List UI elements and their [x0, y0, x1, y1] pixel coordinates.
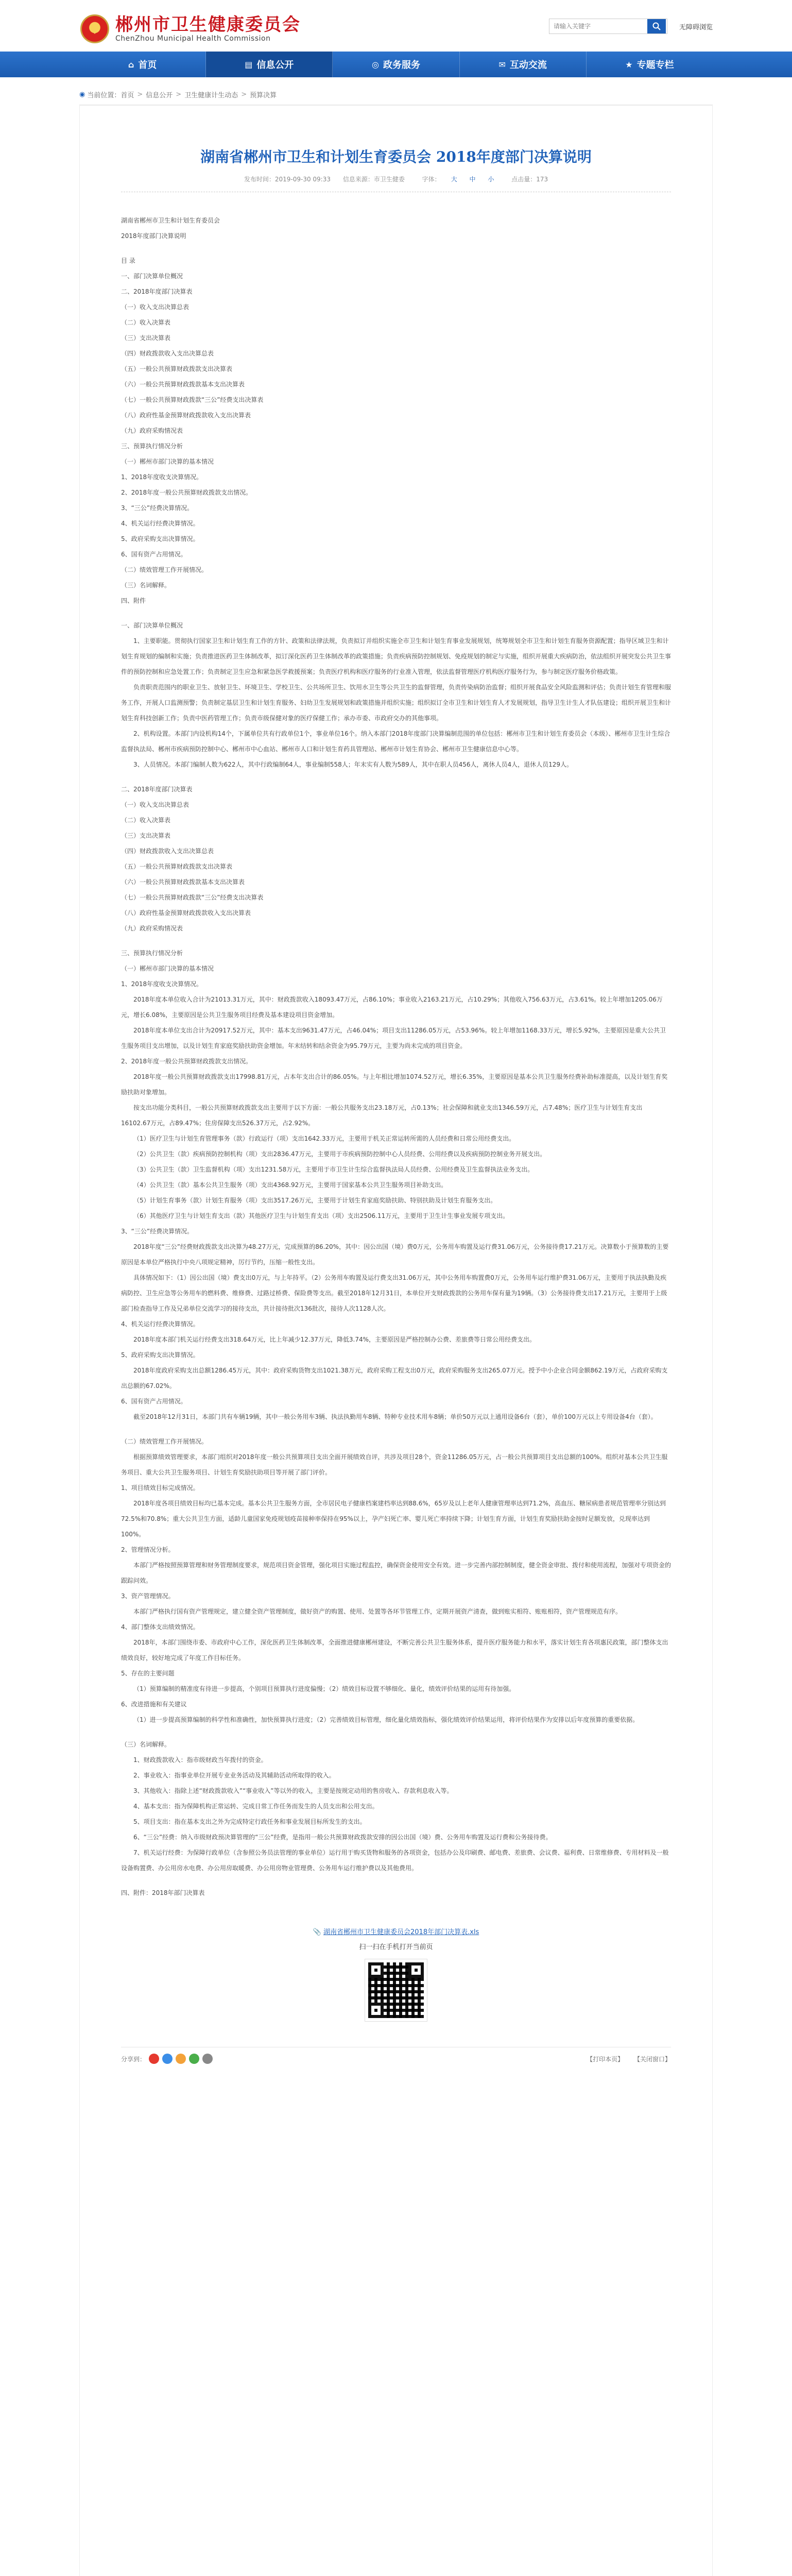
article-body — [121, 213, 671, 1901]
view-count: 点击量：173 — [511, 176, 548, 183]
article-paragraph: （2）公共卫生（款）疾病预防控制机构（项）支出2836.47万元，主要用于市疾病预防控制中心人员经费、公用经费以及疾病预防控制业务开展支出。 — [133, 1150, 546, 1158]
nav-item-topics[interactable]: ★ 专题专栏 — [625, 59, 674, 71]
article-paragraph: （5）计划生育事务（款）计划生育服务（项）支出3517.26万元，主要用于计划生育家庭奖励扶助、特别扶助及计划生育服务支出。 — [133, 1197, 497, 1204]
attachment-icon: 📎 — [313, 1928, 321, 1936]
article-paragraph: 3、“三公”经费决算情况。 — [121, 504, 194, 512]
chat-icon: ✉ — [498, 59, 506, 70]
article-paragraph: （一）郴州市部门决算的基本情况 — [121, 458, 214, 465]
article-paragraph: 四、附件：2018年部门决算表 — [121, 1889, 205, 1896]
article-paragraph: （三）支出决算表 — [121, 334, 171, 342]
share-bar — [121, 2047, 671, 2070]
article-paragraph: 2、2018年度一般公共预算财政拨款支出情况。 — [121, 1058, 252, 1065]
info-source: 信息来源：市卫生健委 — [342, 176, 405, 183]
article-paragraph: 4、基本支出：指为保障机构正常运转、完成日常工作任务而发生的人员支出和公用支出。 — [133, 1803, 378, 1810]
article-paragraph: （二）绩效管理工作开展情况。 — [121, 566, 208, 573]
print-button[interactable]: 【打印本页】 — [587, 2055, 624, 2063]
article-container — [79, 105, 713, 2576]
article-paragraph: （二）绩效管理工作开展情况。 — [121, 1438, 208, 1445]
site-subtitle: ChenZhou Municipal Health Commission — [115, 35, 271, 43]
article-paragraph: 6、国有资产占用情况。 — [121, 1398, 187, 1405]
site-header — [0, 0, 792, 52]
article-paragraph: 4、机关运行经费决算情况。 — [121, 1320, 199, 1328]
article-paragraph: 2018年度政府采购支出总额1286.45万元，其中：政府采购货物支出1021.38万元，政府采购工程支出0万元，政府采购服务支出265.07万元。授予中小企业合同金额862.19万元，占政府采购支出总额的67.02%。 — [121, 1367, 668, 1389]
nav-item-services[interactable]: ◎ 政务服务 — [333, 52, 459, 77]
article-paragraph: 三、预算执行情况分析 — [121, 443, 183, 450]
article-paragraph: 2、事业收入：指事业单位开展专业业务活动及其辅助活动所取得的收入。 — [133, 1772, 335, 1779]
article-paragraph: 3、人员情况。本部门编制人数为622人，其中行政编制64人，事业编制558人；年末实有人数为589人，其中在职人员456人，离休人员4人，退休人员129人。 — [133, 761, 573, 768]
nav-item-home[interactable]: ⌂ 首页 — [79, 52, 206, 77]
article-paragraph: 2018年，本部门围绕市委、市政府中心工作，深化医药卫生体制改革，全面推进健康郴州建设，不断完善公共卫生服务体系，提升医疗服务能力和水平，落实计划生育各项惠民政策，部门整体支出绩效良好，较好地完成了年度工作目标任务。 — [121, 1639, 668, 1662]
site-title: 郴州市卫生健康委员会 — [115, 14, 301, 35]
article-paragraph: 5、政府采购支出决算情况。 — [121, 1351, 199, 1359]
qr-caption: 扫一扫在手机打开当前页 — [359, 1943, 433, 1951]
article-paragraph: 6、国有资产占用情况。 — [121, 551, 187, 558]
article-paragraph: 负责职责范围内的职业卫生、放射卫生、环境卫生、学校卫生、公共场所卫生、饮用水卫生等公共卫生的监督管理，负责传染病防治监督；组织开展食品安全风险监测和评估；负责计划生育管理和服务工作，开展人口监测预警；负责制定基层卫生和计划生育服务、妇幼卫生发展规划和政策措施并组织实施；组织拟订全市卫生和计划生育人才发展规划，指导卫生计生人才队伍建设；组织开展卫生和计划生育科技创新工作；负责中医药管理工作；负责市级保健对象的医疗保健工作；承办市委、市政府交办的其他事项。 — [121, 684, 672, 722]
article-paragraph: 根据预算绩效管理要求，本部门组织对2018年度一般公共预算项目支出全面开展绩效自评，共涉及项目28个，资金11286.05万元，占一般公共预算项目支出总额的100%。组织对基本公共卫生服务项目、重大公共卫生服务项目、计划生育奖励扶助项目等开展了部门评价。 — [121, 1453, 668, 1476]
article-paragraph: （四）财政拨款收入支出决算总表 — [121, 350, 214, 357]
share-label: 分享到： — [121, 2055, 146, 2063]
article-paragraph: 2018年度一般公共预算财政拨款支出17998.81万元，占本年支出合计的86.05%。与上年相比增加1074.52万元，增长6.35%，主要原因是基本公共卫生服务经费补助标准提高，以及计划生育奖励扶助对象增加。 — [121, 1073, 668, 1096]
article-paragraph: 2、机构设置。本部门内设机构14个，下属单位共有行政单位1个，事业单位16个。纳入本部门2018年度部门决算编制范围的单位包括：郴州市卫生和计划生育委员会（本级）、郴州市卫生计生综合监督执法局、郴州市疾病预防控制中心、郴州市中心血站、郴州市人口和计划生育药具管理站、郴州市计划生育协会、郴州市卫生健康信息中心等。 — [121, 730, 670, 753]
article-paragraph: 1、2018年度收支决算情况。 — [121, 473, 203, 481]
article-paragraph: 二、2018年度部门决算表 — [121, 288, 193, 295]
article-paragraph: 目 录 — [121, 257, 135, 264]
national-emblem-icon — [80, 14, 109, 43]
article-paragraph: 4、机关运行经费决算情况。 — [121, 520, 199, 527]
attachment-link[interactable]: 湖南省郴州市卫生健康委员会2018年部门决算表.xls — [323, 1928, 479, 1936]
article-paragraph: 湖南省郴州市卫生和计划生育委员会 — [121, 217, 220, 224]
article-paragraph: 1、2018年度收支决算情况。 — [121, 980, 203, 988]
share-icon[interactable] — [149, 2054, 159, 2064]
article-paragraph: 6、改进措施和有关建议 — [121, 1701, 187, 1708]
breadcrumb-info[interactable]: 信息公开 — [146, 92, 173, 99]
article-paragraph: 4、部门整体支出绩效情况。 — [121, 1623, 199, 1631]
article-paragraph: 三、预算执行情况分析 — [121, 950, 183, 957]
star-icon: ★ — [625, 59, 633, 70]
font-medium-button[interactable]: 中 — [469, 176, 476, 183]
article-paragraph: 2018年度本单位支出合计为20917.52万元，其中：基本支出9631.47万元，占46.04%；项目支出11286.05万元，占53.96%。较上年增加1168.33万元，增长5.92%，主要原因是重大公共卫生服务项目支出增加，以及计划生育家庭奖励扶助资金增加。年末结转和结余资金为95.79万元，主要为尚未完成的项目资金。 — [121, 1027, 666, 1049]
article-paragraph: 本部门严格执行国有资产管理规定，建立健全资产管理制度，做好资产的购置、使用、处置等各环节管理工作，定期开展资产清查，做到账实相符、账账相符，资产管理规范有序。 — [133, 1608, 622, 1615]
article-paragraph: （1）医疗卫生与计划生育管理事务（款）行政运行（项）支出1642.33万元，主要用于机关正常运转所需的人员经费和日常公用经费支出。 — [133, 1135, 515, 1142]
article-paragraph: （1）进一步提高预算编制的科学性和准确性，加快预算执行进度；（2）完善绩效目标管理，细化量化绩效指标，强化绩效评价结果运用，将评价结果作为安排以后年度预算的重要依据。 — [133, 1716, 639, 1723]
article-paragraph: 截至2018年12月31日，本部门共有车辆19辆，其中一般公务用车3辆、执法执勤用车8辆、特种专业技术用车8辆；单价50万元以上通用设备6台（套），单价100万元以上专用设备4台（套）。 — [133, 1413, 657, 1420]
article-paragraph: 5、存在的主要问题 — [121, 1670, 175, 1677]
article-paragraph: （八）政府性基金预算财政拨款收入支出决算表 — [121, 909, 251, 917]
breadcrumb-dynamic[interactable]: 卫生健康计生动态 — [184, 92, 238, 99]
article-paragraph: （五）一般公共预算财政拨款支出决算表 — [121, 365, 233, 372]
article-paragraph: （五）一般公共预算财政拨款支出决算表 — [121, 863, 233, 870]
article-paragraph: 按支出功能分类科目，一般公共预算财政拨款支出主要用于以下方面：一般公共服务支出23.18万元，占0.13%；社会保障和就业支出1346.59万元，占7.48%；医疗卫生与计划生育支出16102.67万元，占89.47%；住房保障支出526.37万元，占2.92%。 — [121, 1104, 643, 1127]
article-footer — [121, 1926, 671, 2021]
font-small-button[interactable]: 小 — [488, 176, 494, 183]
search-icon — [652, 22, 661, 30]
article-paragraph: 本部门严格按照预算管理和财务管理制度要求，规范项目资金管理，强化项目实施过程监控，确保资金使用安全有效。进一步完善内部控制制度，健全资金审批、拨付和使用流程，加强对专项资金的跟踪问效。 — [121, 1562, 672, 1584]
publish-date: 发布时间：2019-09-30 09:33 — [244, 176, 331, 183]
article-paragraph: （4）公共卫生（款）基本公共卫生服务（项）支出4368.92万元，主要用于国家基本公共卫生服务项目补助支出。 — [133, 1181, 447, 1189]
article-paragraph: （八）政府性基金预算财政拨款收入支出决算表 — [121, 412, 251, 419]
accessibility-link[interactable]: 无障碍浏览 — [679, 24, 713, 31]
article-paragraph: （七）一般公共预算财政拨款“三公”经费支出决算表 — [121, 396, 264, 403]
qr-code — [365, 1959, 427, 2021]
article-paragraph: 1、项目绩效目标完成情况。 — [121, 1484, 199, 1492]
article-paragraph: 2、2018年度一般公共预算财政拨款支出情况。 — [121, 489, 252, 496]
breadcrumb-home[interactable]: 首页 — [120, 92, 134, 99]
article-paragraph: 6、“三公”经费：纳入市级财政预决算管理的“三公”经费，是指用一般公共预算财政拨款安排的因公出国（境）费、公务用车购置及运行费和公务接待费。 — [133, 1834, 552, 1841]
share-icon[interactable] — [162, 2054, 173, 2064]
close-window-button[interactable]: 【关闭窗口】 — [633, 2055, 671, 2063]
article-paragraph: 一、部门决算单位概况 — [121, 273, 183, 280]
article-paragraph: （6）其他医疗卫生与计划生育支出（款）其他医疗卫生与计划生育支出（项）支出2506.11万元，主要用于卫生计生事业发展专项支出。 — [133, 1212, 509, 1219]
article-paragraph: （二）收入决算表 — [121, 817, 171, 824]
site-logo[interactable] — [80, 14, 301, 43]
nav-item-interaction[interactable]: ✉ 互动交流 — [460, 52, 587, 77]
article-paragraph: 5、政府采购支出决算情况。 — [121, 535, 199, 543]
article-paragraph: 2018年度本部门机关运行经费支出318.64万元，比上年减少12.37万元，降低3.74%，主要原因是严格控制办公费、差旅费等日常公用经费支出。 — [133, 1336, 536, 1343]
article-paragraph: 具体情况如下：（1）因公出国（境）费支出0万元，与上年持平。（2）公务用车购置及运行费支出31.06万元，其中公务用车购置费0万元，公务用车运行维护费31.06万元，主要用于执法执勤及疾病防控、卫生应急等公务用车的燃料费、维修费、过路过桥费、保险费等支出。截至2018年12月31日，本单位开支财政拨款的公务用车保有量为19辆。（3）公务接待费支出17.21万元，主要用于上级部门检查指导工作及兄弟单位交流学习的接待支出，共计接待批次136批次，接待人次1128人次。 — [121, 1274, 667, 1312]
article-paragraph: （三）名词解释。 — [121, 1741, 171, 1748]
article-paragraph: （四）财政拨款收入支出决算总表 — [121, 848, 214, 855]
doc-icon: ▤ — [245, 59, 253, 70]
article-paragraph: 2018年度“三公”经费财政拨款支出决算为48.27万元，完成预算的86.20%，其中：因公出国（境）费0万元，公务用车购置及运行费31.06万元，公务接待费17.21万元。决算数小于预算数的主要原因是本单位严格执行中央八项规定精神，厉行节约，压缩一般性支出。 — [121, 1243, 669, 1266]
article-paragraph: （三）支出决算表 — [121, 832, 171, 839]
article-paragraph: 3、其他收入：指除上述“财政拨款收入”“事业收入”等以外的收入，主要是按规定动用的售房收入、存款利息收入等。 — [133, 1787, 453, 1794]
article-paragraph: （一）收入支出决算总表 — [121, 801, 190, 808]
breadcrumb: ◉ 当前位置： 首页 > 信息公开 > 卫生健康计生动态 > 预算决算 — [79, 84, 713, 105]
article-paragraph: 3、资产管理情况。 — [121, 1592, 175, 1600]
article-paragraph: 2018年度部门决算说明 — [121, 232, 186, 240]
article-meta: 发布时间：2019-09-30 09:33 信息来源：市卫生健委 字体： 大 中 小 点击量：173 — [121, 175, 671, 192]
font-large-button[interactable]: 大 — [451, 176, 457, 183]
main-nav — [0, 52, 792, 77]
location-icon: ◉ — [79, 91, 85, 98]
breadcrumb-budget[interactable]: 预算决算 — [250, 92, 277, 99]
article-paragraph: 5、项目支出：指在基本支出之外为完成特定行政任务和事业发展目标所发生的支出。 — [133, 1818, 366, 1825]
article-paragraph: （二）收入决算表 — [121, 319, 171, 326]
share-icon[interactable] — [189, 2054, 199, 2064]
article-paragraph: （一）郴州市部门决算的基本情况 — [121, 965, 214, 972]
article-paragraph: 7、机关运行经费：为保障行政单位（含参照公务员法管理的事业单位）运行用于购买货物和服务的各项资金，包括办公及印刷费、邮电费、差旅费、会议费、福利费、日常维修费、专用材料及一般设备购置费、办公用房水电费、办公用房取暖费、办公用房物业管理费、公务用车运行维护费以及其他费用。 — [121, 1849, 669, 1872]
article-paragraph: （六）一般公共预算财政拨款基本支出决算表 — [121, 381, 245, 388]
article-paragraph: （3）公共卫生（款）卫生监督机构（项）支出1231.58万元，主要用于市卫生计生综合监督执法局人员经费、公用经费及卫生监督执法业务支出。 — [133, 1166, 534, 1173]
article-paragraph: （六）一般公共预算财政拨款基本支出决算表 — [121, 878, 245, 886]
article-title: 湖南省郴州市卫生和计划生育委员会 2018年度部门决算说明 — [200, 148, 592, 165]
article-paragraph: （一）收入支出决算总表 — [121, 303, 190, 311]
article-paragraph: （三）名词解释。 — [121, 582, 171, 589]
article-paragraph: 2、管理情况分析。 — [121, 1546, 175, 1553]
article-paragraph: 1、财政拨款收入：指市级财政当年拨付的资金。 — [133, 1756, 267, 1764]
share-icon[interactable] — [202, 2054, 213, 2064]
service-icon: ◎ — [372, 59, 379, 70]
search-input[interactable] — [549, 19, 647, 33]
article-paragraph: （七）一般公共预算财政拨款“三公”经费支出决算表 — [121, 894, 264, 901]
article-paragraph: 二、2018年度部门决算表 — [121, 786, 193, 793]
search-box — [549, 19, 667, 34]
article-paragraph: 一、部门决算单位概况 — [121, 622, 183, 629]
nav-item-info-public[interactable]: ▤ 信息公开 — [206, 52, 333, 77]
share-icon[interactable] — [176, 2054, 186, 2064]
article-paragraph: （九）政府采购情况表 — [121, 925, 183, 932]
article-paragraph: 四、附件 — [121, 597, 146, 604]
home-icon: ⌂ — [128, 59, 134, 70]
article-paragraph: 2018年度各项目绩效目标均已基本完成。基本公共卫生服务方面，全市居民电子健康档案建档率达到88.6%，65岁及以上老年人健康管理率达到71.2%，高血压、糖尿病患者规范管理率分别达到72.5%和70.8%；重大公共卫生方面，适龄儿童国家免疫规划疫苗接种率保持在95%以上，孕产妇死亡率、婴儿死亡率持续下降；计划生育方面，计划生育奖励扶助金按时足额发放，兑现率达到100%。 — [121, 1500, 666, 1538]
article-paragraph: 2018年度本单位收入合计为21013.31万元，其中：财政拨款收入18093.47万元，占86.10%；事业收入2163.21万元，占10.29%；其他收入756.63万元，占3.61%。较上年增加1205.06万元，增长6.08%，主要原因是公共卫生服务项目经费及基本建设项目资金增加。 — [121, 996, 663, 1019]
article-paragraph: （1）预算编制的精准度有待进一步提高，个别项目预算执行进度偏慢；（2）绩效目标设置不够细化、量化，绩效评价结果的运用有待加强。 — [133, 1685, 515, 1692]
article-paragraph: 1、主要职能。贯彻执行国家卫生和计划生育工作的方针、政策和法律法规，负责拟订并组织实施全市卫生和计划生育事业发展规划，统筹规划全市卫生和计划生育服务资源配置；指导区域卫生和计划生育规划的编制和实施；负责推进医药卫生体制改革，拟订深化医药卫生体制改革的政策措施；负责疾病预防控制规划、免疫规划的制定与实施，组织开展重大疾病防治，依法组织开展突发公共卫生事件的预防控制和应急处置工作；负责制定卫生应急和紧急医学救援预案；负责医疗机构和医疗服务的行业准入管理，依法监督管理医疗机构医疗服务行为，参与制定医疗服务价格政策。 — [121, 637, 672, 675]
search-button[interactable] — [647, 19, 666, 33]
article-paragraph: 3、“三公”经费决算情况。 — [121, 1228, 194, 1235]
article-paragraph: （九）政府采购情况表 — [121, 427, 183, 434]
